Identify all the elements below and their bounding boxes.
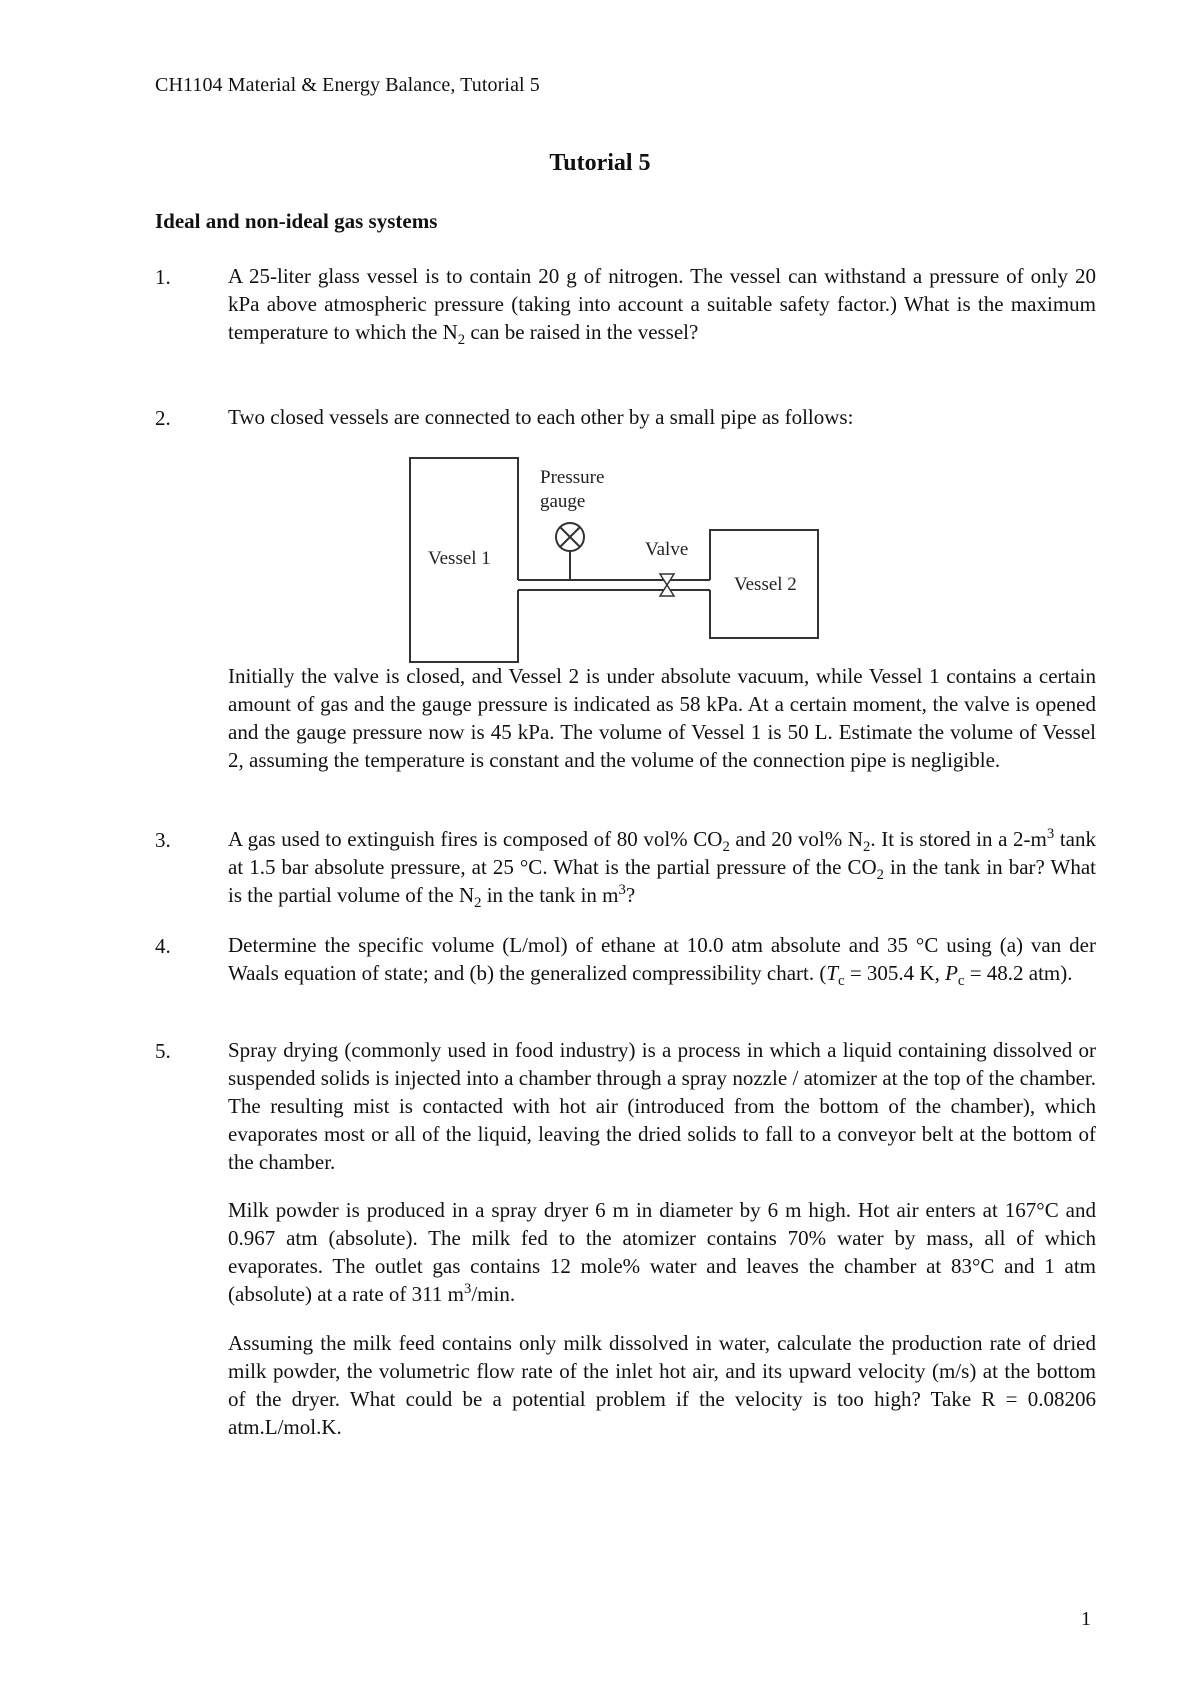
- gauge-label-line1: Pressure: [540, 467, 605, 488]
- q1-number: 1.: [155, 265, 171, 289]
- q3-number: 3.: [155, 828, 171, 852]
- q2-number: 2.: [155, 406, 171, 430]
- valve-label: Valve: [645, 539, 689, 560]
- page-title: Tutorial 5: [549, 150, 651, 176]
- gauge-label-line2: gauge: [540, 491, 586, 512]
- q5-paragraph-3: Assuming the milk feed contains only milk dissolved in water, calculate the production rate of dried milk powder, the volumetric flow rate of the inlet hot air, and its upward velocity (m/s) at the bottom of the dryer. What could be a potential problem if the velocity is too high? Take R = 0.08206 atm.L/mol.K.: [228, 1331, 1096, 1439]
- vessels-diagram: [400, 450, 830, 670]
- q5-number: 5.: [155, 1039, 171, 1063]
- q2-text: Initially the valve is closed, and Vessel 2 is under absolute vacuum, while Vessel 1 contains a certain amount of gas and the gauge pressure is indicated as 58 kPa. At a certain moment, the valve is opened and the gauge pressure now is 45 kPa. The volume of Vessel 1 is 50 L. Estimate the volume of Vessel 2, assuming the temperature is constant and the volume of the connection pipe is negligible.: [228, 664, 1096, 772]
- q2-intro: Two closed vessels are connected to each other by a small pipe as follows:: [228, 405, 854, 429]
- q4-number: 4.: [155, 934, 171, 958]
- page-number: 1: [1081, 1608, 1091, 1630]
- q3-text: A gas used to extinguish fires is composed of 80 vol% $CO_2$ and 20 vol% $N_2$. It is stored in a $2-m^3$ tank at 1.5 bar absolute pressure, at 25 °C. What is the partial pressure of the $CO_2$ in the tank in bar? What is the partial volume of the $N_2$ in the tank in $m^3$?: [228, 826, 1096, 912]
- vessel-1-label: Vessel 1: [428, 548, 491, 569]
- vessel-2-label: Vessel 2: [734, 574, 797, 595]
- q1-text: A 25-liter glass vessel is to contain 20 g of nitrogen. The vessel can withstand a pressure of only 20 kPa above atmospheric pressure (taking into account a suitable safety factor.) What is the maximum temperature to which the $N_2$ can be raised in the vessel?: [228, 264, 1096, 349]
- section-heading: Ideal and non-ideal gas systems: [155, 209, 438, 233]
- running-header: CH1104 Material & Energy Balance, Tutorial 5: [155, 74, 540, 96]
- q4-text: Determine the specific volume (L/mol) of ethane at 10.0 atm absolute and 35 °C using (a) van der Waals equation of state; and (b) the generalized compressibility chart. ($T_c = 305.4$ K, $P_c = 48.2$ atm).: [228, 933, 1096, 990]
- q5-paragraph-2: Milk powder is produced in a spray dryer 6 m in diameter by 6 m high. Hot air enters at 167°C and 0.967 atm (absolute). The milk fed to the atomizer contains 70% water by mass, all of which evaporates. The outlet gas contains 12 mole% water and leaves the chamber at 83°C and 1 atm (absolute) at a rate of 311 $m^3/\min$.: [228, 1198, 1096, 1306]
- q5-paragraph-1: Spray drying (commonly used in food industry) is a process in which a liquid containing dissolved or suspended solids is injected into a chamber through a spray nozzle / atomizer at the top of the chamber. The resulting mist is contacted with hot air (introduced from the bottom of the chamber), which evaporates most or all of the liquid, leaving the dried solids to fall to a conveyor belt at the bottom of the chamber.: [228, 1038, 1096, 1174]
